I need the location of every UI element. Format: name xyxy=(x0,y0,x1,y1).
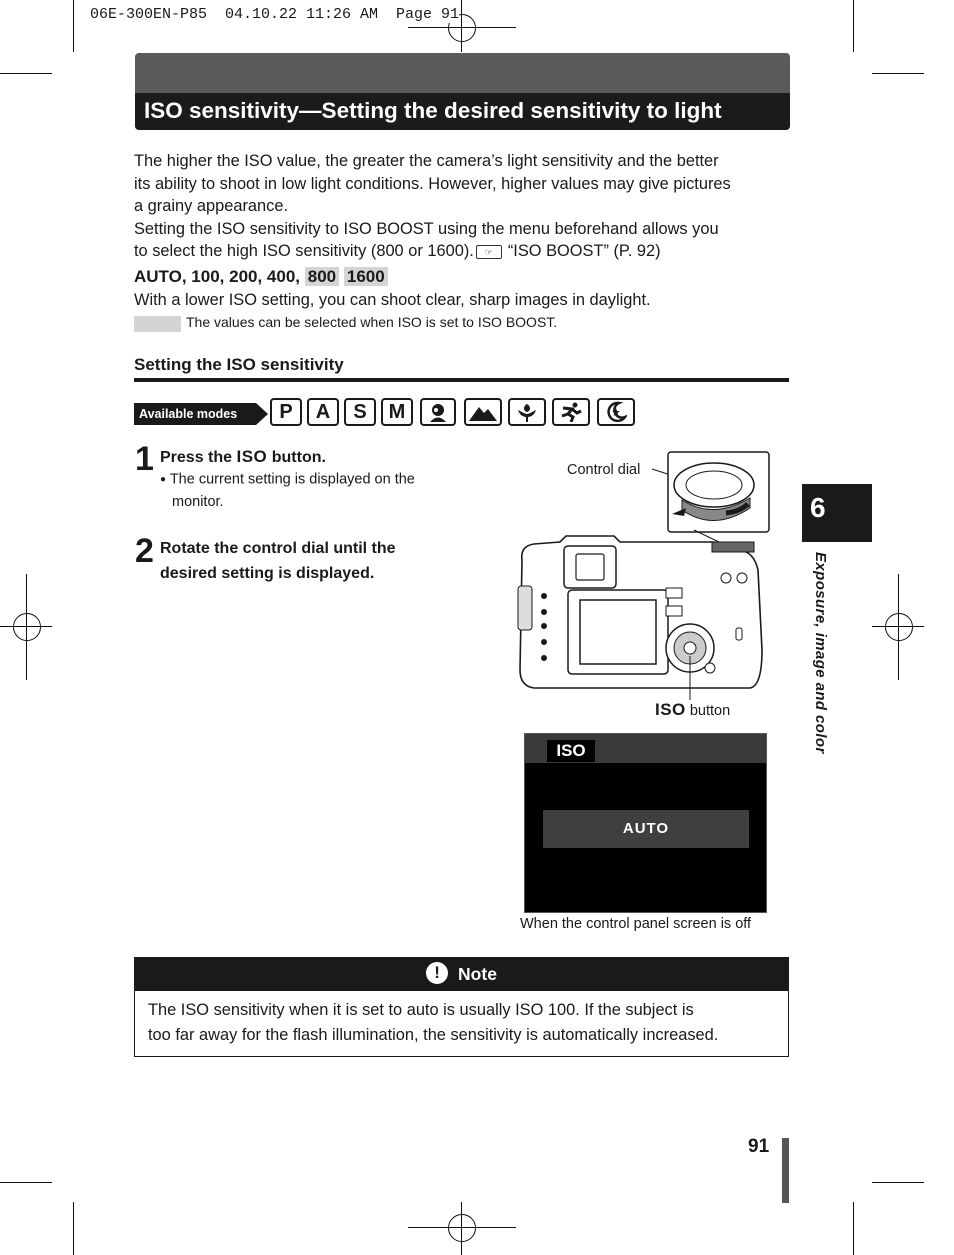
step-number: 2 xyxy=(135,532,154,570)
reference-icon: ☞ xyxy=(476,245,502,259)
intro-line xyxy=(134,240,794,263)
portrait-mode-icon xyxy=(420,398,456,426)
lcd-caption: When the control panel screen is off xyxy=(520,916,752,932)
note-heading: Note xyxy=(458,964,497,984)
page-number: 91 xyxy=(748,1136,770,1157)
step-text: button. xyxy=(271,449,326,466)
available-modes-label: Available modes xyxy=(134,403,256,425)
cross-reference: “ISO BOOST” (P. 92) xyxy=(507,242,661,260)
night-scene-mode-icon xyxy=(597,398,635,426)
chapter-tab xyxy=(802,484,872,542)
iso-value-boost: 1600 xyxy=(344,267,388,286)
sports-mode-icon xyxy=(552,398,590,426)
arrow-icon xyxy=(256,403,268,425)
mode-p-icon: P xyxy=(270,398,302,426)
intro-line: a grainy appearance. xyxy=(134,197,288,215)
exclamation-icon: ! xyxy=(426,962,448,984)
lcd-iso-tag: ISO xyxy=(547,740,595,762)
intro-line: Setting the ISO sensitivity to ISO BOOST using the menu beforehand allows you xyxy=(134,219,719,238)
step-text: Press the xyxy=(160,449,233,466)
iso-values-description: With a lower ISO setting, you can shoot clear, sharp images in daylight. xyxy=(134,291,651,309)
step-1-bullet xyxy=(160,468,415,491)
chapter-number: 6 xyxy=(810,492,826,523)
iso-value-boost: 800 xyxy=(305,267,339,286)
iso-label: ISO xyxy=(655,700,686,719)
lcd-iso-value: AUTO xyxy=(543,810,749,848)
step-1-instruction xyxy=(160,444,326,470)
section-divider xyxy=(134,378,789,382)
intro-line: The higher the ISO value, the greater the camera’s light sensitivity and the better xyxy=(134,152,719,170)
bullet-icon: ● xyxy=(160,474,167,485)
step-1-bullet-cont: monitor. xyxy=(172,494,224,510)
note-body xyxy=(148,998,778,1047)
iso-values xyxy=(134,267,388,287)
mode-a-icon: A xyxy=(307,398,339,426)
button-label: button xyxy=(689,703,731,719)
highlight-swatch xyxy=(134,316,181,332)
page-edge-bar xyxy=(782,1138,789,1203)
intro-line: its ability to shoot in low light conditions. However, higher values may give pictures xyxy=(134,174,731,193)
step-text: desired setting is displayed. xyxy=(160,565,375,582)
control-dial-label: Control dial xyxy=(567,462,641,478)
section-title: Setting the ISO sensitivity xyxy=(134,355,344,374)
bullet-text: The current setting is displayed on the xyxy=(169,471,415,488)
mode-m-icon: M xyxy=(381,398,413,426)
step-text: Rotate the control dial until the xyxy=(160,540,396,557)
note-box xyxy=(134,957,789,1057)
page-title: ISO sensitivity—Setting the desired sensitivity to light xyxy=(144,98,722,123)
note-header xyxy=(135,958,788,991)
mode-s-icon: S xyxy=(344,398,376,426)
note-line: too far away for the flash illumination, the sensitivity is automatically increased. xyxy=(148,1025,719,1044)
boost-note: The values can be selected when ISO is set to ISO BOOST. xyxy=(186,314,558,330)
camera-illustration xyxy=(514,450,774,700)
chapter-label: Exposure, image and color xyxy=(812,552,829,754)
landscape-mode-icon xyxy=(464,398,502,426)
iso-button-caption xyxy=(655,700,730,720)
intro-paragraph xyxy=(134,150,794,263)
macro-mode-icon xyxy=(508,398,546,426)
title-bar xyxy=(135,53,790,130)
print-header: 06E-300EN-P85 04.10.22 11:26 AM Page 91 xyxy=(90,6,460,23)
step-number: 1 xyxy=(135,440,154,478)
lcd-screen xyxy=(524,733,767,913)
iso-values-normal: AUTO, 100, 200, 400, xyxy=(134,267,301,286)
iso-button-label: ISO xyxy=(236,447,268,466)
note-line: The ISO sensitivity when it is set to auto is usually ISO 100. If the subject is xyxy=(148,1001,694,1019)
intro-text: to select the high ISO sensitivity (800 or 1600). xyxy=(134,242,474,260)
step-2-instruction xyxy=(160,536,396,586)
